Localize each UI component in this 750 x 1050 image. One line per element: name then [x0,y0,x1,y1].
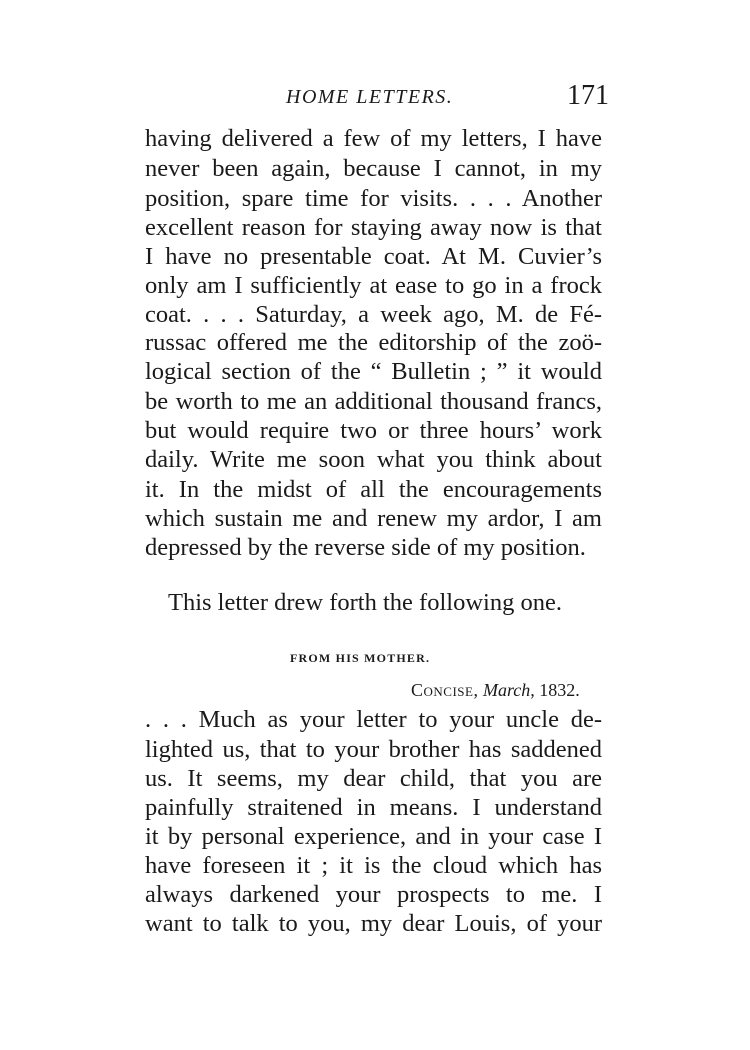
text-line: depressed by the reverse side of my position. [145,534,586,561]
text-line: it by personal experience, and in your case I [145,823,602,850]
running-title: HOME LETTERS. [286,86,454,108]
text-line: want to talk to you, my dear Louis, of your [145,910,602,937]
text-line: I have no presentable coat. At M. Cuvier’s [145,243,602,270]
dateline-year: 1832. [539,680,580,700]
text-line: it. In the midst of all the encouragements [145,476,602,503]
text-line: but would require two or three hours’ work [145,417,602,444]
text-line: us. It seems, my dear child, that you are [145,765,602,792]
text-line: russac offered me the editorship of the zoö- [145,329,602,356]
text-line: have foreseen it ; it is the cloud which has [145,852,602,879]
text-line: which sustain me and renew my ardor, I am [145,505,602,532]
letter-heading: FROM HIS MOTHER. [290,651,431,665]
dateline [411,680,580,701]
text-line: always darkened your prospects to me. I [145,881,602,908]
text-line: position, spare time for visits. . . . Another [145,185,602,212]
text-line: logical section of the “ Bulletin ; ” it would [145,358,602,385]
dateline-place: Concise, [411,680,479,700]
text-line: painfully straitened in means. I understand [145,794,602,821]
text-line: only am I sufficiently at ease to go in a frock [145,272,602,299]
text-line: excellent reason for staying away now is that [145,214,602,241]
text-line: . . . Much as your letter to your uncle de- [145,706,602,733]
text-line: coat. . . . Saturday, a week ago, M. de Fé- [145,301,602,328]
text-line: having delivered a few of my letters, I have [145,125,602,152]
page-number: 171 [567,80,609,111]
text-line: be worth to me an additional thousand francs, [145,388,602,415]
text-line: lighted us, that to your brother has saddened [145,736,602,763]
text-line: daily. Write me soon what you think about [145,446,602,473]
text-line: never been again, because I cannot, in my [145,155,602,182]
dateline-month: March, [482,680,535,700]
transition-line: This letter drew forth the following one. [168,589,562,616]
